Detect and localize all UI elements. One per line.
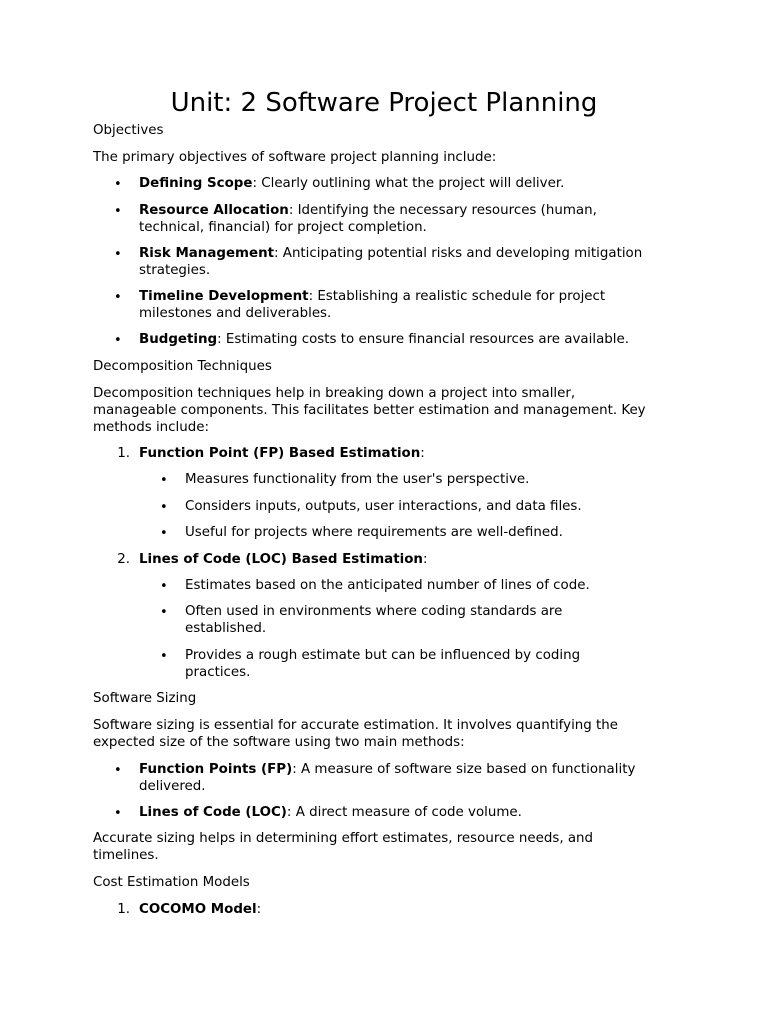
list-item-term: Risk Management [139,246,275,261]
sub-list-item: Measures functionality from the user's perspective. [185,472,530,487]
list-item-term: COCOMO Model [139,902,257,917]
bullet-icon: • [114,177,122,192]
sub-bullet-icon: • [160,473,168,488]
list-item-text: : Identifying the necessary resources (human, technical, financial) for project completion. [139,203,597,235]
list-item [139,175,699,192]
list-item-text: : Anticipating potential risks and developing mitigation strategies. [139,246,643,278]
list-item [139,331,699,348]
section-heading-sizing: Software Sizing [93,691,197,706]
list-item-suffix: : [256,902,262,917]
list-item-term: Function Points (FP) [139,762,293,777]
sub-list-item: Useful for projects where requirements are well-defined. [185,525,563,540]
sub-bullet-icon: • [160,649,168,664]
decomposition-intro: Decomposition techniques help in breaking down a project into smaller, manageable components. This facilitates better estimation and management. Key methods include: [93,386,646,435]
list-item-term: Budgeting [139,332,218,347]
section-heading-cost: Cost Estimation Models [93,875,250,890]
sub-list-item: Considers inputs, outputs, user interactions, and data files. [185,499,582,514]
list-item-term: Resource Allocation [139,203,289,218]
sub-list-item: Estimates based on the anticipated number of lines of code. [185,578,590,593]
list-item-suffix: : [420,446,425,461]
list-item-text: : A direct measure of code volume. [286,805,522,820]
list-item-term: Lines of Code (LOC) Based Estimation [139,552,423,567]
bullet-icon: • [114,204,122,219]
bullet-icon: • [114,806,122,821]
list-item-text: : A measure of software size based on functionality delivered. [139,762,636,794]
sub-bullet-icon: • [160,500,168,515]
list-item-term: Function Point (FP) Based Estimation [139,446,421,461]
list-item [139,202,659,236]
list-item-text: : Establishing a realistic schedule for project milestones and deliverables. [139,289,606,321]
list-item-text: : Estimating costs to ensure financial resources are available. [217,332,629,347]
list-item-text: : Clearly outlining what the project will deliver. [252,176,565,191]
sub-list-item: Often used in environments where coding standards are established. [185,604,563,636]
bullet-icon: • [114,247,122,262]
list-number: 2. [117,552,130,567]
section-heading-decomposition: Decomposition Techniques [93,359,272,374]
list-item-term: Timeline Development [139,289,309,304]
bullet-icon: • [114,333,122,348]
objectives-intro: The primary objectives of software project planning include: [93,150,497,165]
list-item [139,288,649,322]
list-item-term: Defining Scope [139,176,253,191]
list-item-term: Lines of Code (LOC) [139,805,287,820]
page-title: Unit: 2 Software Project Planning [170,88,598,118]
list-item [139,804,699,821]
sub-bullet-icon: • [160,605,168,620]
list-item [139,445,699,462]
section-heading-objectives: Objectives [93,123,164,138]
sizing-intro: Software sizing is essential for accurate estimation. It involves quantifying the expected size of the software using two main methods: [93,718,619,750]
sub-bullet-icon: • [160,526,168,541]
sub-bullet-icon: • [160,579,168,594]
list-item [139,761,679,795]
list-number: 1. [117,446,130,461]
sub-list-item: Provides a rough estimate but can be influenced by coding practices. [185,648,581,680]
list-item [139,245,684,279]
sizing-outro: Accurate sizing helps in determining effort estimates, resource needs, and timelines. [93,831,594,863]
list-number: 1. [117,902,130,917]
bullet-icon: • [114,290,122,305]
list-item-suffix: : [422,552,428,567]
bullet-icon: • [114,763,122,778]
list-item [139,551,699,568]
list-item [139,901,699,918]
